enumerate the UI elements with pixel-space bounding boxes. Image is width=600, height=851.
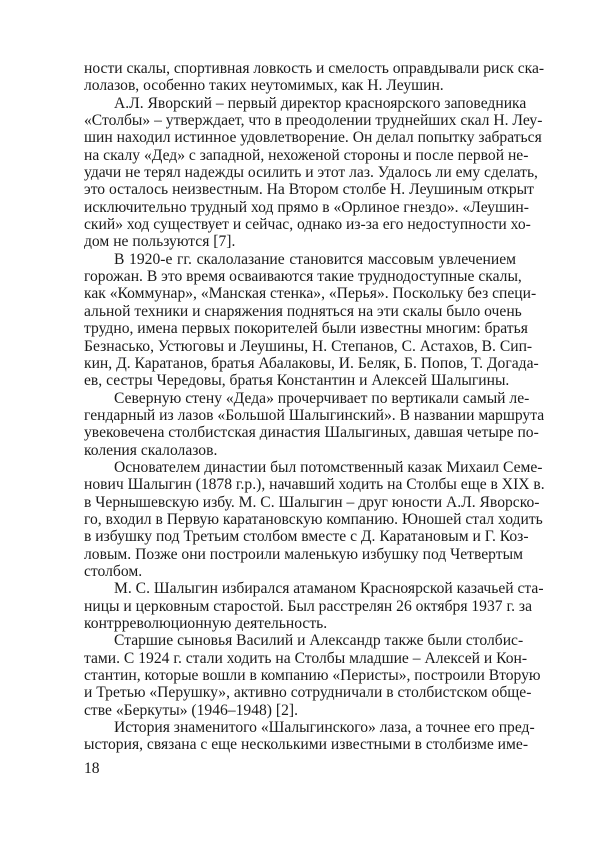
text-line: исключительно трудный ход прямо в «Орлиное гнездо». «Леушин-	[84, 198, 529, 216]
text-line: дом не пользуются [7].	[84, 233, 236, 251]
text-line: В 1920-е гг. скалолазание становится массовым увлечением	[114, 250, 516, 268]
text-line: контрреволюционную деятельность.	[84, 615, 328, 632]
page-number: 18	[84, 760, 100, 777]
text-line: кин, Д. Каратанов, братья Абалаковы, И. Беляк, Б. Попов, Т. Догада-	[84, 354, 539, 372]
text-line: Основателем династии был потомственный казак Михаил Семе-	[114, 458, 543, 476]
text-line: го, входил в Первую каратановскую компанию. Юношей стал ходить	[84, 510, 543, 528]
text-line: М. С. Шалыгин избирался атаманом Красноярской казачьей ста-	[114, 580, 544, 598]
text-line: ыстория, связана с еще несколькими известными в столбизме име-	[84, 736, 529, 754]
text-line: нович Шалыгин (1878 г.р.), начавший ходить на Столбы еще в XIX в.	[84, 476, 545, 494]
text-line: шин находил истинное удовлетворение. Он делал попытку забраться	[84, 129, 542, 147]
text-line: Безнасько, Устюговы и Леушины, Н. Степанов, С. Астахов, В. Сип-	[84, 337, 533, 355]
text-line: ницы и церковным старостой. Был расстрелян 26 октября 1937 г. за	[84, 597, 532, 615]
text-line: коления скалолазов.	[84, 441, 218, 459]
text-line: ности скалы, спортивная ловкость и смелость оправдывали риск ска-	[84, 60, 545, 77]
text-line: ловым. Позже они построили маленькую избушку под Четвертым	[84, 545, 523, 563]
paragraph	[84, 94, 543, 251]
text-line: Старшие сыновья Василий и Александр также были столбис-	[114, 632, 524, 650]
paragraph	[84, 389, 545, 459]
body-text	[84, 60, 545, 754]
paragraph	[84, 458, 545, 580]
text-line: в Чернышевскую избу. М. С. Шалыгин – друг юности А.Л. Яворско-	[84, 493, 540, 511]
text-line: ский» ход существует и сейчас, однако из-за его недоступности хо-	[84, 216, 531, 234]
text-line: столбом.	[84, 562, 143, 580]
paragraph	[84, 632, 541, 719]
text-line: тами. С 1924 г. стали ходить на Столбы младшие – Алексей и Кон-	[84, 649, 528, 667]
text-line: горожан. В это время осваиваются такие труднодоступные скалы,	[84, 268, 522, 286]
text-line: История знаменитого «Шалыгинского» лаза, а точнее его пред-	[114, 719, 535, 737]
text-line: как «Коммунар», «Манская стенка», «Перья». Поскольку без специ-	[84, 285, 537, 303]
text-line: на скалу «Дед» с западной, нехоженой стороны и после первой не-	[84, 146, 529, 164]
paragraph	[84, 60, 545, 95]
text-line: ев, сестры Чередовы, братья Константин и Алексей Шалыгины.	[84, 372, 510, 390]
paragraph	[84, 250, 539, 390]
text-line: удачи не терял надежды осилить и этот лаз. Удалось ли ему сделать,	[84, 164, 538, 182]
paragraph	[84, 580, 544, 632]
text-line: гендарный из лазов «Большой Шалыгинский». В названии маршрута	[84, 406, 545, 424]
text-line: «Столбы» – утверждает, что в преодолении труднейших скал Н. Леу-	[84, 112, 543, 130]
text-line: это осталось неизвестным. На Втором столбе Н. Леушиным открыт	[84, 181, 534, 199]
paragraph	[84, 719, 535, 754]
text-line: трудно, имена первых покорителей были известны многим: братья	[84, 320, 528, 338]
text-line: и Третью «Перушку», активно сотрудничали в столбистском обще-	[84, 684, 532, 702]
text-line: Северную стену «Деда» прочерчивает по вертикали самый ле-	[114, 389, 530, 407]
text-line: стантин, которые вошли в компанию «Перисты», построили Вторую	[84, 667, 541, 685]
text-line: в избушку под Третьим столбом вместе с Д. Каратановым и Г. Коз-	[84, 528, 529, 546]
text-line: лолазов, особенно таких неутомимых, как Н. Леушин.	[84, 77, 444, 95]
text-line: стве «Беркуты» (1946–1948) [2].	[84, 701, 298, 719]
text-line: А.Л. Яворский – первый директор красноярского заповедника	[114, 94, 527, 112]
text-line: альной техники и снаряжения подняться на эти скалы было очень	[84, 302, 522, 320]
text-line: увековечена столбистская династия Шалыгиных, давшая четыре по-	[84, 424, 539, 442]
